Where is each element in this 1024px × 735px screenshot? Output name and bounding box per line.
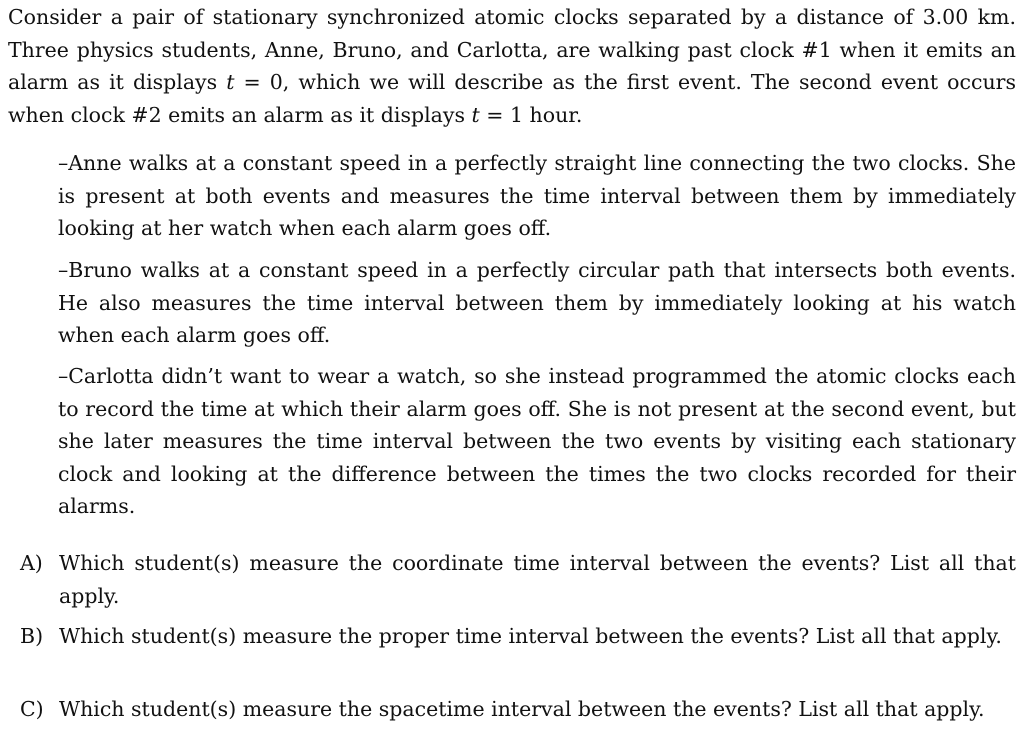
student-bruno-paragraph: –Bruno walks at a constant speed in a perfectly circular path that intersects both events. He also measures the time interval between them by immediately looking at his watch when each alarm goes off. xyxy=(58,258,1016,347)
intro-var-t2: t xyxy=(471,102,480,127)
intro-paragraph xyxy=(8,1,1016,131)
question-b-text: Which student(s) measure the proper time interval between the events? List all that apply. xyxy=(59,624,1002,648)
intro-var-t1: t xyxy=(226,70,235,94)
student-carlotta-paragraph: –Carlotta didn’t want to wear a watch, so she instead programmed the atomic clocks each to record the time at which their alarm goes off. She is not present at the second event, but she later measures the time interval between the two events by visiting each stationary clock and looking at the difference between the times the two clocks recorded for their alarms. xyxy=(58,364,1016,518)
question-b-label: B) xyxy=(20,624,44,648)
question-a-label: A) xyxy=(20,551,43,575)
question-a xyxy=(20,547,1016,612)
intro-eq-2: = 1 hour. xyxy=(479,102,583,127)
question-c xyxy=(20,693,1016,726)
question-c-label: C) xyxy=(20,697,44,721)
question-b xyxy=(20,620,1016,653)
question-a-text: Which student(s) measure the coordinate time interval between the events? List all that apply. xyxy=(59,551,1016,608)
question-c-text: Which student(s) measure the spacetime interval between the events? List all that apply. xyxy=(59,697,985,721)
student-anne-paragraph: –Anne walks at a constant speed in a perfectly straight line connecting the two clocks. She is present at both events and measures the time interval between them by immediately looking at her watch when each alarm goes off. xyxy=(58,151,1016,240)
intro-text-1: Consider a pair of stationary synchronized atomic clocks separated by a distance of 3.00 km. Three physics students, Anne, Bruno, and Carlotta, are walking past clock #1 when it emits an alarm as it displays xyxy=(8,5,1016,94)
intro-eq-1: = 0, which we will describe as the first event. The second event occurs when clock #2 emits an alarm as it displays xyxy=(8,70,1016,127)
